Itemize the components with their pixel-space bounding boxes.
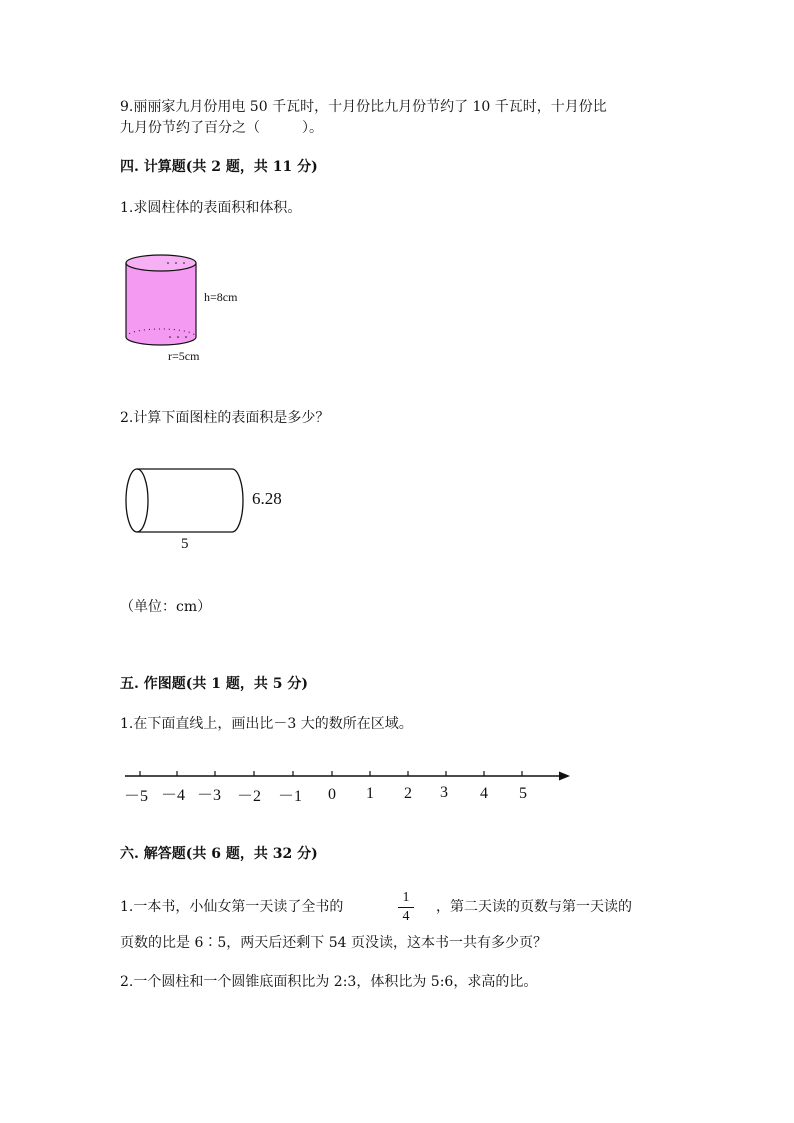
number-line-label: 0	[328, 786, 336, 803]
number-line-label: －2	[236, 788, 262, 805]
fraction-denominator: 4	[402, 909, 410, 924]
section-4-question-2: 2.计算下面图柱的表面积是多少？	[120, 410, 330, 426]
number-line-label: －4	[160, 787, 186, 804]
cylinder-1-dot	[175, 262, 177, 264]
cylinder-1-dot	[167, 262, 169, 264]
section-6-question-1-part-2: ，第二天读的页数与第一天读的	[436, 899, 632, 915]
number-line-label: 5	[519, 785, 527, 802]
section-5-question-1: 1.在下面直线上，画出比－3 大的数所在区域。	[120, 716, 413, 732]
section-4-question-1: 1.求圆柱体的表面积和体积。	[120, 200, 302, 216]
number-line-label: －1	[277, 788, 303, 805]
number-line-arrow-icon	[559, 772, 570, 781]
unit-note: （单位：cm）	[120, 599, 212, 615]
cylinder-1-height-label: h=8cm	[204, 290, 238, 304]
section-4-title: 四. 计算题(共 2 题，共 11 分)	[120, 159, 318, 175]
cylinder-1-top	[126, 255, 196, 271]
cylinder-2-bottom-label: 5	[181, 536, 189, 552]
number-line-label: 4	[480, 785, 488, 802]
cylinder-1-dot	[177, 336, 179, 338]
number-line-label: －3	[196, 787, 222, 804]
cylinder-2-side-label: 6.28	[252, 489, 282, 508]
fraction-bar	[398, 907, 414, 908]
number-line-label: －5	[123, 788, 149, 805]
cylinder-1-radius-label: r=5cm	[168, 349, 200, 363]
cylinder-1-dot	[185, 336, 187, 338]
question-9-line-1: 9.丽丽家九月份用电 50 千瓦时，十月份比九月份节约了 10 千瓦时，十月份比	[120, 99, 607, 115]
cylinder-1-dot	[183, 262, 185, 264]
section-5-title: 五. 作图题(共 1 题，共 5 分)	[120, 676, 308, 692]
fraction-numerator: 1	[402, 890, 410, 905]
cylinder-1-dot	[169, 336, 171, 338]
number-line-label: 1	[366, 785, 374, 802]
number-line-label: 3	[440, 784, 448, 801]
section-6-question-2: 2.一个圆柱和一个圆锥底面积比为 2:3，体积比为 5:6，求高的比。	[120, 974, 538, 990]
cylinder-2-left-end	[126, 469, 148, 532]
fraction-one-quarter	[398, 890, 414, 925]
section-6-question-1-line-2: 页数的比是 6∶5，两天后还剩下 54 页没读，这本书一共有多少页？	[120, 935, 547, 951]
section-6-title: 六. 解答题(共 6 题，共 32 分)	[120, 846, 318, 862]
cylinder-1-body	[126, 263, 196, 337]
cylinder-2-right-end	[232, 469, 243, 532]
number-line-label: 2	[404, 785, 412, 802]
question-9-line-2: 九月份节约了百分之（ ）。	[120, 120, 323, 136]
section-6-question-1-part-1: 1.一本书，小仙女第一天读了全书的	[120, 899, 344, 915]
